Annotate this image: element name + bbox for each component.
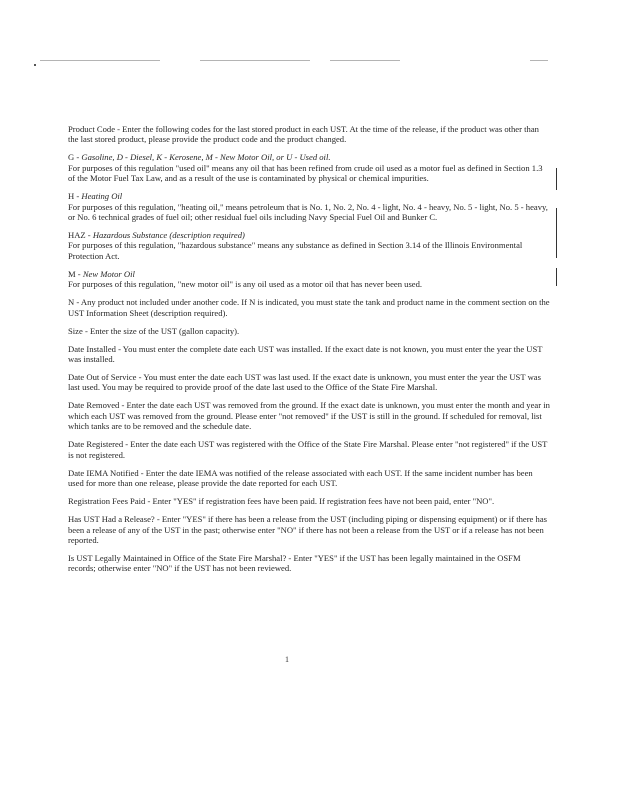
- paragraph-date-installed: Date Installed - You must enter the complete date each UST was installed. If the exact date is not known, you must enter the year the UST was installed.: [68, 343, 543, 365]
- revision-bar: [556, 208, 557, 258]
- section-gasoline: [68, 152, 550, 183]
- paragraph-size: Size - Enter the size of the UST (gallon capacity).: [68, 325, 240, 336]
- paragraph-date-removed: Date Removed - Enter the date each UST was removed from the ground. If the exact date is unknown, you must enter the month and year in which each UST was removed from the ground. Please enter "not removed" if the UST is still in the ground. If scheduled for removal, list which tanks are to be removed and the schedule date.: [68, 400, 550, 432]
- revision-bar: [556, 268, 557, 286]
- section-heading: H - Heating Oil: [68, 191, 123, 202]
- section-body: For purposes of this regulation "used oil" means any oil that has been refined from crude oil used as a motor fuel as defined in Section 1.3 of the Motor Fuel Tax Law, and as a result of the use is contaminated by physical or chemical impurities.: [68, 162, 543, 184]
- section-body: For purposes of this regulation, "hazardous substance" means any substance as defined in Section 3.14 of the Illinois Environmental Protection Act.: [68, 240, 523, 261]
- section-hazardous-substance: [68, 230, 550, 261]
- scan-artifact-line: [530, 60, 548, 61]
- section-body: For purposes of this regulation, "new motor oil" is any oil used as a motor oil that has never been used.: [68, 279, 423, 290]
- paragraph-registration-fees: Registration Fees Paid - Enter "YES" if registration fees have been paid. If registration fees have not been paid, enter "NO".: [68, 496, 495, 507]
- scan-artifact-dot: [34, 64, 36, 66]
- document-body: [68, 124, 550, 581]
- scan-artifact-line: [40, 60, 160, 61]
- section-heading: M - New Motor Oil: [68, 268, 135, 279]
- section-heading: G - Gasoline, D - Diesel, K - Kerosene, M - New Motor Oil, or U - Used oil.: [68, 152, 331, 163]
- page-number: 1: [285, 655, 289, 664]
- scan-artifact-line: [330, 60, 400, 61]
- section-body: For purposes of this regulation, "heating oil," means petroleum that is No. 1, No. 2, No. 4 - light, No. 4 - heavy, No. 5 - light, No. 5 - heavy, or No. 6 technical grades of fuel oil; other residual fuel oils including Navy Special Fuel Oil and Bunker C.: [68, 201, 548, 223]
- paragraph-legally-maintained: Is UST Legally Maintained in Office of the State Fire Marshal? - Enter "YES" if the UST has been legally maintained in the OSFM records; otherwise enter "NO" if the UST has not been reviewed.: [68, 552, 521, 574]
- paragraph-date-out-of-service: Date Out of Service - You must enter the date each UST was last used. If the exact date is unknown, you must enter the year the UST was last used. You may be required to provide proof of the date last used to the Office of the State Fire Marshal.: [68, 372, 541, 393]
- intro-paragraph: Product Code - Enter the following codes for the last stored product in each UST. At the time of the release, if the product was other than the last stored product, please provide the product code and the product changed.: [68, 124, 539, 145]
- section-heating-oil: [68, 191, 550, 222]
- revision-bar: [556, 168, 557, 190]
- section-new-motor-oil: [68, 269, 550, 290]
- paragraph-other-product: N - Any product not included under another code. If N is indicated, you must state the tank and product name in the comment section on the UST Information Sheet (description required).: [68, 297, 550, 318]
- scan-artifact-line: [200, 60, 310, 61]
- paragraph-date-registered: Date Registered - Enter the date each UST was registered with the Office of the State Fire Marshal. Please enter "not registered" if the UST is not registered.: [68, 439, 548, 460]
- paragraph-release: Has UST Had a Release? - Enter "YES" if there has been a release from the UST (including piping or dispensing equipment) or if there has been a release of any of the UST in the past; otherwise enter "NO" if there has not been a release from the UST or if a release has not been reported.: [68, 514, 547, 545]
- paragraph-date-iema-notified: Date IEMA Notified - Enter the date IEMA was notified of the release associated with each UST. If the same incident number has been used for more than one release, please provide the date reported for each UST.: [68, 467, 533, 489]
- section-heading: HAZ - Hazardous Substance (description required): [68, 230, 245, 241]
